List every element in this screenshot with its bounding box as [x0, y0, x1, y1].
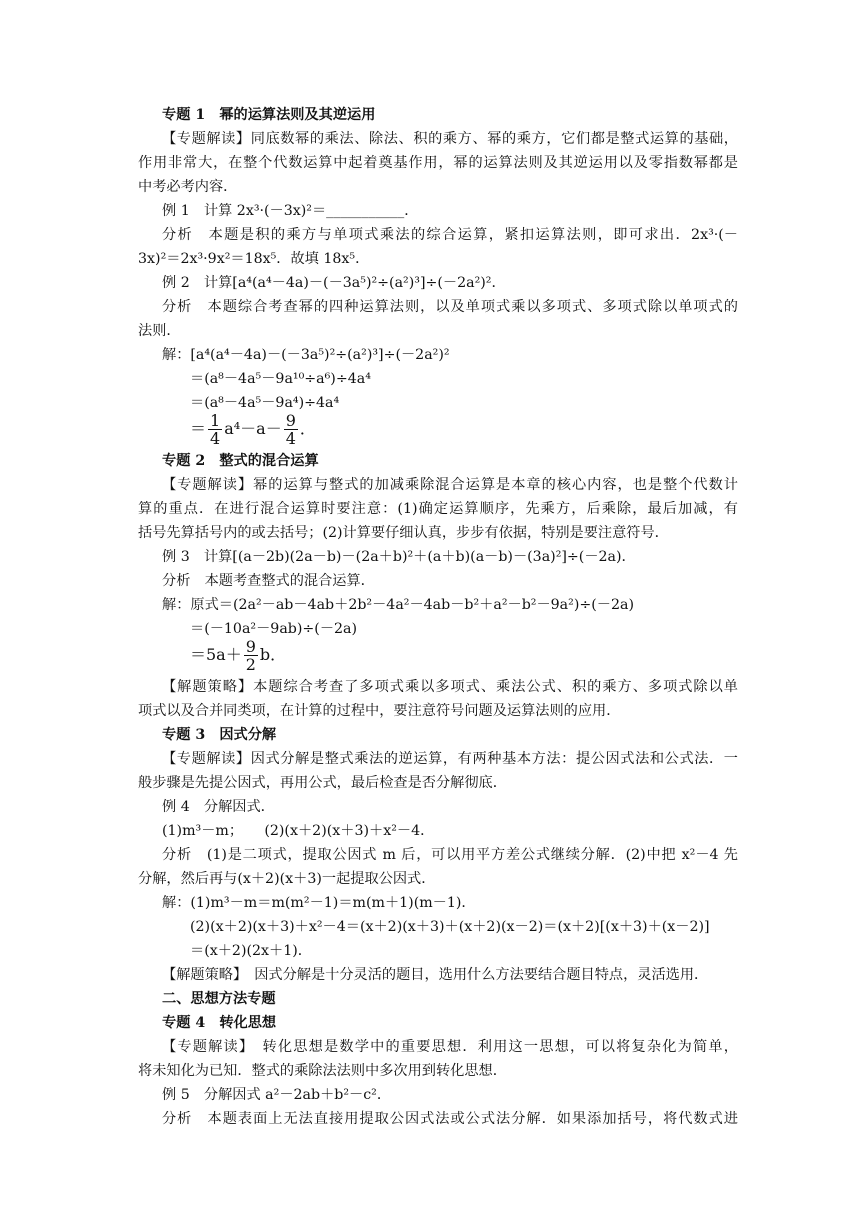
text-line-st4: 【解题策略】 因式分解是十分灵活的题目，选用什么方法要结合题目特点，灵活选用． [162, 967, 709, 983]
text-line-t4r: 【专题解读】 转化思想是数学中的重要思想．利用这一思想，可以将复杂化为简单， [162, 1039, 738, 1055]
numerator: 1 [210, 411, 221, 430]
text-line-t2r: 【专题解读】幂的运算与整式的加减乘除混合运算是本章的核心内容，也是整个代数计 [162, 477, 738, 493]
text-line-t1: 专题 1 幂的运算法则及其逆运用 [162, 107, 376, 123]
text-line-sec2: 二、思想方法专题 [162, 991, 276, 1007]
text-line-s2: 解：[a⁴(a⁴－4a)－(－3a⁵)²÷(a²)³]÷(－2a²)² [162, 347, 450, 363]
solution-fraction-line-1 [190, 412, 316, 447]
text-line-t4r2: 将未知化为已知．整式的乘除法法则中多次用到转化思想． [138, 1063, 507, 1079]
text-line-s2b: ＝(a⁸－4a⁵－9a¹⁰÷a⁶)÷4a⁴ [190, 371, 371, 387]
text-line-a4b: 分解，然后再与(x＋2)(x＋3)一起提取公因式． [138, 871, 436, 887]
solution-fraction-line-2 [190, 638, 286, 673]
fraction-one-quarter [208, 412, 222, 447]
text-line-t1r2: 作用非常大，在整个代数运算中起着奠基作用，幂的运算法则及其逆运用以及零指数幂都是 [138, 155, 738, 171]
text-line-a4: 分析 (1)是二项式，提取公因式 m 后，可以用平方差公式继续分解．(2)中把 x²－4 先 [162, 847, 738, 863]
denominator: 4 [285, 429, 296, 448]
text-line-e5: 例 5 分解因式 a²－2ab＋b²－c²． [162, 1087, 392, 1103]
numerator: 9 [285, 411, 296, 430]
numerator: 9 [245, 637, 256, 656]
frac-prefix: ＝ [190, 419, 207, 438]
denominator: 2 [245, 655, 256, 674]
text-line-a1: 分析 本题是积的乘方与单项式乘法的综合运算，紧扣运算法则，即可求出．2x³·(－ [162, 227, 738, 243]
text-line-s2c: ＝(a⁸－4a⁵－9a⁴)÷4a⁴ [190, 395, 340, 411]
text-line-s4c: ＝(x＋2)(2x＋1)． [190, 943, 312, 959]
text-line-a5: 分析 本题表面上无法直接用提取公因式法或公式法分解．如果添加括号，将代数式进 [162, 1111, 738, 1127]
text-line-t3r2: 般步骤是先提公因式，再用公式，最后检查是否分解彻底． [138, 775, 507, 791]
text-line-s4: 解：(1)m³－m＝m(m²－1)＝m(m＋1)(m－1)． [162, 895, 476, 911]
text-line-t2: 专题 2 整式的混合运算 [162, 453, 319, 469]
text-line-st3: 【解题策略】本题综合考查了多项式乘以多项式、乘法公式、积的乘方、多项式除以单 [162, 679, 738, 695]
text-line-t3r: 【专题解读】因式分解是整式乘法的逆运算，有两种基本方法：提公因式法和公式法．一 [162, 751, 738, 767]
text-line-a1b: 3x)²＝2x³·9x²＝18x⁵．故填 18x⁵． [138, 251, 370, 267]
text-line-t4: 专题 4 转化思想 [162, 1015, 277, 1031]
frac-prefix: ＝5a＋ [190, 645, 242, 664]
fraction-nine-halves [244, 638, 258, 673]
text-line-t2r2: 算的重点．在进行混合运算时要注意：(1)确定运算顺序，先乘方，后乘除，最后加减，有 [138, 501, 738, 517]
text-line-e3: 例 3 计算[(a－2b)(2a－b)－(2a＋b)²＋(a＋b)(a－b)－(3a)²]÷(－2a)． [162, 549, 636, 565]
text-line-e4b: (1)m³－m； (2)(x＋2)(x＋3)＋x²－4． [162, 823, 435, 839]
frac-suffix: b． [259, 645, 287, 664]
text-line-s4b: (2)(x＋2)(x＋3)＋x²－4＝(x＋2)(x＋3)＋(x＋2)(x－2)＝(x＋2)[(x＋3)＋(x－2)] [190, 919, 710, 935]
frac-middle: a⁴－a－ [224, 419, 282, 438]
text-line-a3: 分析 本题考查整式的混合运算． [162, 573, 375, 589]
text-line-t1r: 【专题解读】同底数幂的乘法、除法、积的乘方、幂的乘方，它们都是整式运算的基础， [162, 131, 738, 147]
text-line-e1: 例 1 计算 2x³·(－3x)²＝___________． [162, 203, 419, 219]
text-line-a2: 分析 本题综合考查幂的四种运算法则，以及单项式乘以多项式、多项式除以单项式的 [162, 299, 738, 315]
text-line-s3: 解：原式＝(2a²－ab－4ab＋2b²－4a²－4ab－b²＋a²－b²－9a²)÷(－2a) [162, 597, 634, 613]
text-line-e2: 例 2 计算[a⁴(a⁴－4a)－(－3a⁵)²÷(a²)³]÷(－2a²)²． [162, 275, 506, 291]
text-line-e4: 例 4 分解因式． [162, 799, 275, 815]
frac-suffix: ． [299, 419, 316, 438]
text-line-t2r3: 括号先算括号内的或去括号；(2)计算要仔细认真，步步有依据，特别是要注意符号． [138, 525, 669, 541]
text-line-st3b: 项式以及合并同类项，在计算的过程中，要注意符号问题及运算法则的应用． [138, 703, 621, 719]
text-line-t3: 专题 3 因式分解 [162, 727, 277, 743]
text-line-t1r3: 中考必考内容． [138, 179, 238, 195]
fraction-nine-quarters [284, 412, 298, 447]
text-line-a2b: 法则． [138, 323, 181, 339]
text-line-s3b: ＝(－10a²－9ab)÷(－2a) [190, 621, 358, 637]
denominator: 4 [210, 429, 221, 448]
